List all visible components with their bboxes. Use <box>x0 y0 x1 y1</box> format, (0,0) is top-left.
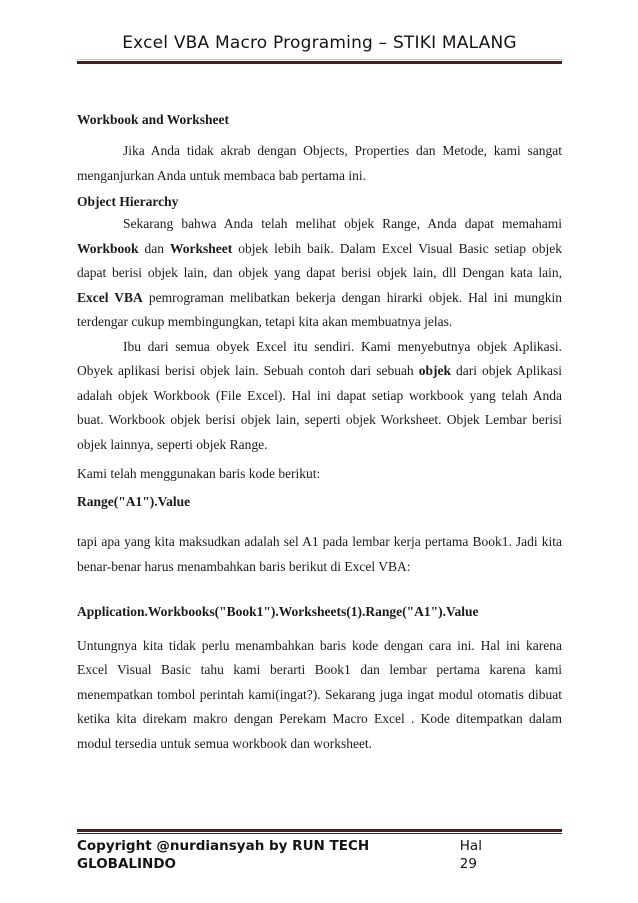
header-rule-divider <box>77 59 562 64</box>
document-body <box>77 109 562 756</box>
paragraph-application-object: Ibu dari semua obyek Excel itu sendiri. Kami menyebutnya objek Aplikasi. Obyek aplikasi berisi objek lain. Sebuah contoh dari sebuah objek dari objek Aplikasi adalah objek Workbook (File Excel). Hal ini dapat setiap workbook yang telah Anda buat. Workbook objek berisi objek lain, seperti objek Worksheet. Objek Lembar berisi objek lainnya, seperti objek Range. <box>77 338 563 452</box>
page-footer <box>77 829 562 873</box>
paragraph-tapi-apa: tapi apa yang kita maksudkan adalah sel A1 pada lembar kerja pertama Book1. Jadi kita benar-benar harus menambahkan baris berikut di Excel VBA: <box>77 534 562 574</box>
footer-rule-divider <box>77 829 562 834</box>
paragraph-code-lead-in: Kami telah menggunakan baris kode berikut: <box>77 466 321 481</box>
footer-page-number: Hal 29 <box>459 838 482 872</box>
paragraph-object-hierarchy: Sekarang bahwa Anda telah melihat objek Range, Anda dapat memahami Workbook dan Worksheet objek lebih baik. Dalam Excel Visual Basic setiap objek dapat berisi objek lain, dan objek yang dapat berisi objek lain, dll Dengan kata lain, Excel VBA pemrograman melibatkan bekerja dengan hirarki objek. Hal ini mungkin terdengar cukup membingungkan, tetapi kita akan membuatnya jelas. <box>77 216 562 329</box>
footer-text-row <box>77 837 562 873</box>
section-heading-workbook-and-worksheet: Workbook and Worksheet <box>77 112 230 127</box>
section-heading-object-hierarchy: Object Hierarchy <box>77 194 179 209</box>
code-line-application-workbooks: Application.Workbooks("Book1").Worksheets(1).Range("A1").Value <box>77 604 479 619</box>
page-header-title: Excel VBA Macro Programing – STIKI MALANG <box>122 33 517 53</box>
code-line-range-value: Range("A1").Value <box>77 493 191 509</box>
paragraph-untungnya: Untungnya kita tidak perlu menambahkan baris kode dengan cara ini. Hal ini karena Excel Visual Basic tahu kami berarti Book1 dan lembar pertama karena kami menempatkan tombol perintah kami(ingat?). Sekarang juga ingat modul otomatis dibuat ketika kita direkam makro dengan Perekam Macro Excel . Kode ditempatkan dalam modul tersedia untuk semua workbook dan worksheet. <box>77 637 562 751</box>
paragraph-intro: Jika Anda tidak akrab dengan Objects, Properties dan Metode, kami sangat menganjurkan Anda untuk membaca bab pertama ini. <box>77 143 562 183</box>
footer-copyright: Copyright @nurdiansyah by RUN TECH GLOBALINDO <box>77 838 370 872</box>
